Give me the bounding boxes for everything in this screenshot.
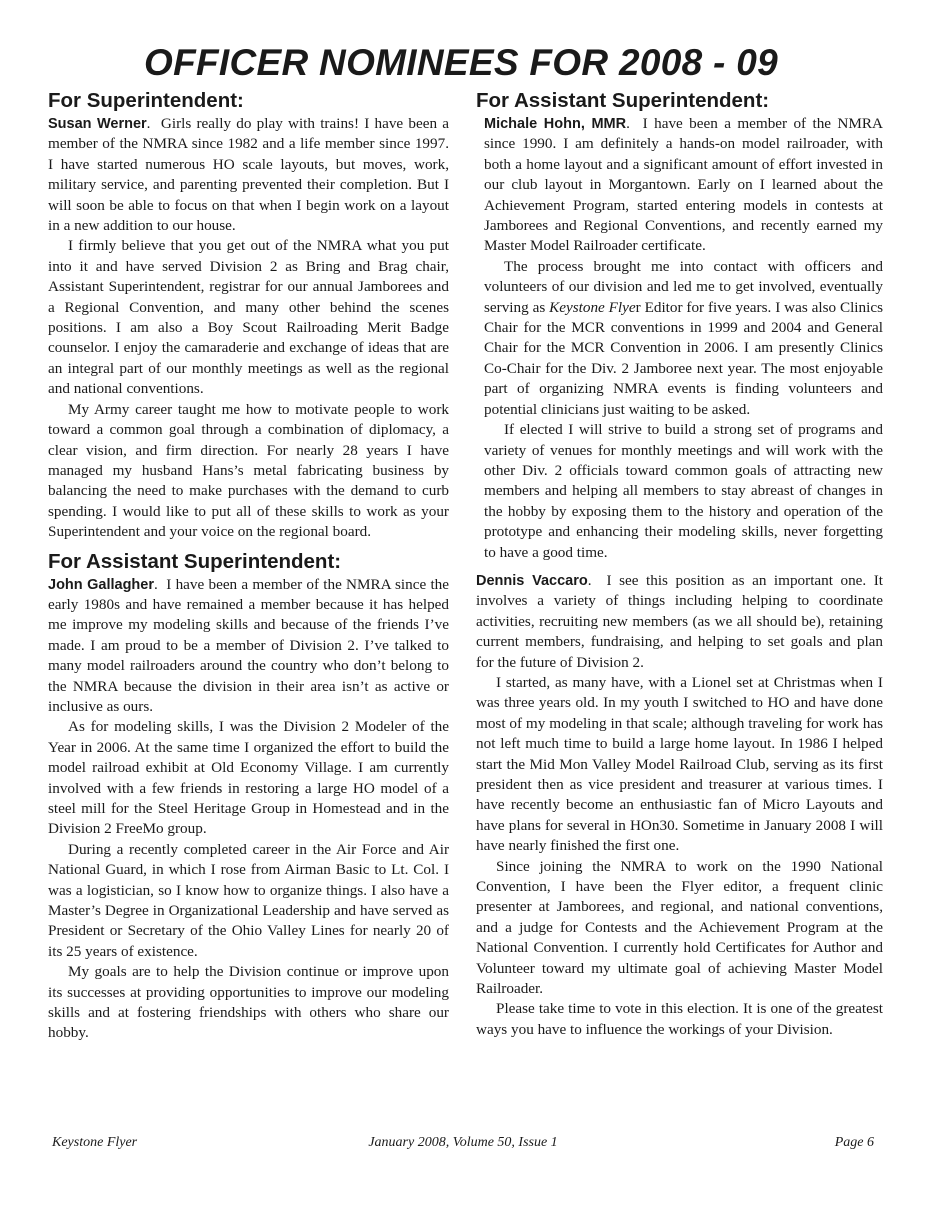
name-separator: . bbox=[146, 115, 161, 132]
nominee-paragraph: My goals are to help the Division continue or improve upon its successes at providing opportunities to improve our modeling skills and at fostering friendships with others who share our hobby. bbox=[48, 963, 449, 1042]
page-title: OFFICER NOMINEES FOR 2008 - 09 bbox=[143, 42, 779, 83]
name-separator: . bbox=[154, 575, 167, 593]
nominee-paragraph: Since joining the NMRA to work on the 1990 National Convention, I have been the Flyer editor, a frequent clinic presenter at Jamborees, and regional, and national conventions, and a judge for Contests and the Achievement Program at the National Convention. I currently hold Certificates for Author and Volunteer toward my ultimate goal of achieving Master Model Railroader. bbox=[476, 857, 883, 998]
publication-name: Keystone Flye bbox=[549, 298, 636, 316]
section-heading-assistant-superintendent: For Assistant Superintendent: bbox=[476, 89, 770, 112]
section-heading-superintendent: For Superintendent: bbox=[48, 89, 244, 112]
right-column bbox=[476, 88, 883, 1040]
footer-publication: Keystone Flyer bbox=[52, 1135, 138, 1150]
nominee-text: I have been a member of the NMRA since 1990. I am definitely a hands-on model railroader, with both a home layout and a significant amount of effort invested in our club layout in Morgantown. Early on I learned about the Achievement Program, started entering models in contests at Jamborees and Regional Conventions, and recently earned my Master Model Railroader certificate. bbox=[484, 115, 883, 255]
nominee-paragraph bbox=[48, 575, 449, 718]
page-footer bbox=[52, 1135, 874, 1153]
nominee-paragraph: My Army career taught me how to motivate people to work toward a common goal through a combination of diplomacy, a clear vision, and firm direction. For nearly 28 years I have managed my husband Hans’s metal fabricating business by balancing the need to make purchases with the demand to curb spending. I would like to put all of these skills to work as your Superintendent and your voice on the regional board. bbox=[48, 400, 449, 541]
nominee-text: I have been a member of the NMRA since the early 1980s and have remained a member because it has helped me improve my modeling skills and because of the friends I’ve made. I am proud to be a member of Division 2. I’ve talked to many model railroaders around the country who don’t belong to the NMRA because the division in their area isn’t as active or inclusive as ours. bbox=[48, 575, 450, 715]
nominee-paragraph: I firmly believe that you get out of the NMRA what you put into it and have served Division 2 as Bring and Brag chair, Assistant Superintendent, registrar for our annual Jamborees and a Regional Convention, and many other behind the scenes positions. I am also a Boy Scout Railroading Merit Badge counselor. I enjoy the camaraderie and exchange of ideas that are an integral part of our monthly meetings as well as the regional and national conventions. bbox=[48, 237, 449, 398]
nominee-text: The process brought me into contact with officers and volunteers of our division and led me to get involved, eventually serving as bbox=[484, 257, 883, 316]
nominee-entry-dennis-vaccaro bbox=[476, 571, 883, 1040]
nominee-paragraph: Please take time to vote in this election. It is one of the greatest ways you have to influence the workings of your Division. bbox=[476, 1000, 883, 1038]
footer-page-number: Page 6 bbox=[834, 1135, 874, 1150]
footer-issue: January 2008, Volume 50, Issue 1 bbox=[368, 1135, 558, 1150]
nominee-entry-michale-hohn bbox=[476, 114, 883, 563]
nominee-text: Girls really do play with trains! I have been a member of the NMRA since 1982 and a life member since 1997. I have started numerous HO scale layouts, but moves, work, military service, and parenting prevented their completion. But I will soon be able to focus on that when I begin work on a layout in a new addition to our house. bbox=[48, 115, 449, 235]
left-column bbox=[48, 88, 449, 1044]
nominee-paragraph: If elected I will strive to build a strong set of programs and variety of venues for monthly meetings and will work with the other Div. 2 officials toward common goals of attracting new members and helping all members to stay abreast of changes in the hobby by exposing them to the history and operation of the prototype and enhancing their modeling skills, never forgetting to have a good time. bbox=[484, 421, 883, 561]
nominee-name: John Gallagher bbox=[48, 576, 154, 593]
name-separator: . bbox=[626, 115, 643, 132]
nominee-entry-susan-werner bbox=[48, 114, 449, 543]
nominee-name: Michale Hohn, MMR bbox=[484, 116, 627, 132]
nominee-paragraph: During a recently completed career in the Air Force and Air National Guard, in which I rose from Airman Basic to Lt. Col. I was a logistician, so I know how to organize things. I also have a Master’s Degree in Organizational Leadership and have served as President or Secretary of the Ohio Valley Lines for nearly 20 of its 25 years of existence. bbox=[48, 840, 449, 960]
nominee-paragraph bbox=[484, 114, 883, 257]
nominee-paragraph bbox=[48, 114, 449, 236]
nominee-text: I see this position as an important one. It involves a variety of things including helping to coordinate activities, recruiting new members (as we all should be), retaining current members, fundraising, and helping to set goals and plan for the future of Division 2. bbox=[476, 571, 884, 671]
nominee-paragraph: As for modeling skills, I was the Division 2 Modeler of the Year in 2006. At the same time I organized the effort to build the model railroad exhibit at Old Economy Village. I am currently involved with a few friends in restoring a large HO model of a steel mill for the Steel Heritage Group in Homestead and in the Division 2 FreeMo group. bbox=[48, 718, 449, 838]
nominee-paragraph bbox=[484, 257, 883, 420]
nominee-text: r Editor for five years. I was also Clinics Chair for the MCR conventions in 1999 and 2004 and General Chair for the MCR Convention in 2006. I am presently Clinics Co-Chair for the Div. 2 Jamboree next year. The most enjoyable part of organizing NMRA events is finding volunteers and potential clinicians just waiting to be asked. bbox=[484, 298, 883, 418]
name-separator: . bbox=[587, 571, 607, 589]
nominee-entry-john-gallagher bbox=[48, 575, 449, 1044]
nominee-paragraph bbox=[476, 571, 883, 673]
nominee-name: Susan Werner bbox=[48, 116, 147, 132]
nominee-paragraph: I started, as many have, with a Lionel set at Christmas when I was three years old. In my youth I switched to HO and have done most of my modeling in that scale; although traveling for work has not left much time to build a large home layout. In 1986 I helped start the Mid Mon Valley Model Railroad Club, serving as its first president then as vice president and treasurer at various times. I have recently become an enthusiastic fan of Micro Layouts and have plans for several in HOn30. Sometime in January 2008 I will have nearly finished the first one. bbox=[476, 673, 883, 855]
nominee-name: Dennis Vaccaro bbox=[476, 572, 588, 589]
section-heading-assistant-superintendent: For Assistant Superintendent: bbox=[48, 549, 342, 573]
